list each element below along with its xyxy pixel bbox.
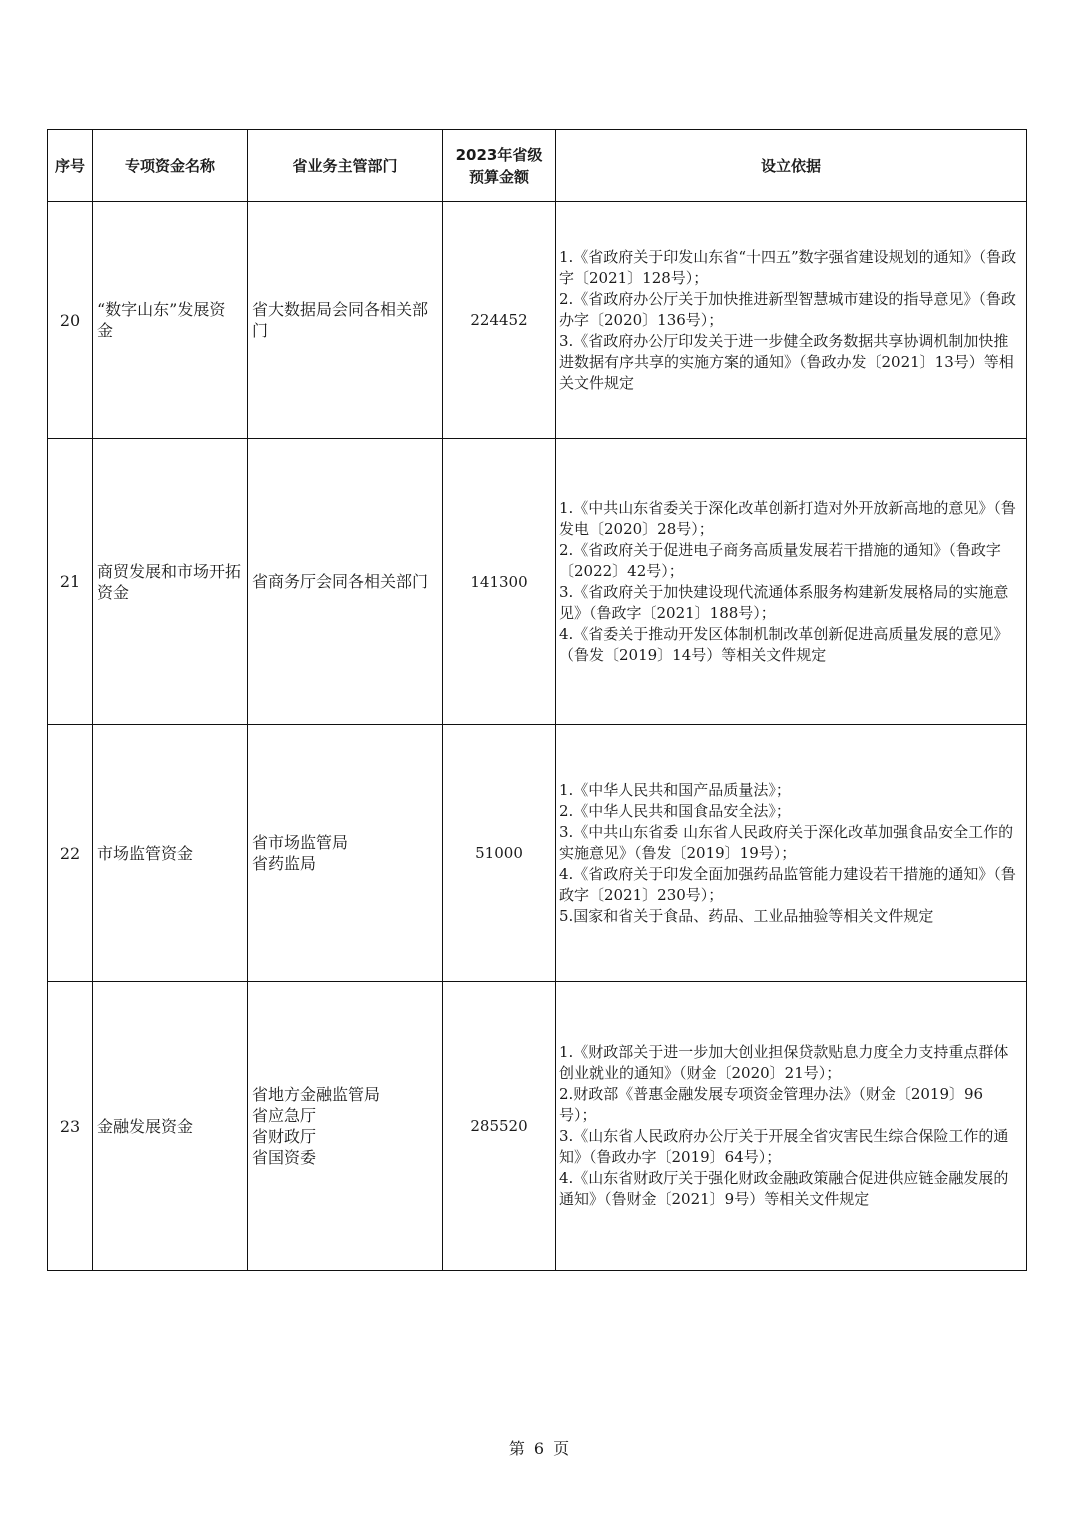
basis-item: 2.《省政府办公厅关于加快推进新型智慧城市建设的指导意见》（鲁政办字〔2020〕136号）； [559, 289, 1016, 329]
basis-item: 4.《省委关于推动开发区体制机制改革创新促进高质量发展的意见》（鲁发〔2019〕14号）等相关文件规定 [559, 624, 1009, 664]
basis-item: 2.财政部《普惠金融发展专项资金管理办法》（财金〔2019〕96 号）； [559, 1085, 984, 1124]
cell-basis [556, 725, 1027, 982]
basis-item: 1.《中共山东省委关于深化改革创新打造对外开放新高地的意见》（鲁发电〔2020〕28号）； [559, 498, 1016, 538]
header-amount-line2: 预算金额 [468, 167, 529, 186]
cell-fund-name: 商贸发展和市场开拓资金 [93, 439, 248, 725]
table-row [48, 439, 1027, 725]
header-basis: 设立依据 [556, 130, 1027, 202]
table-row [48, 202, 1027, 439]
page-number: 第 6 页 [508, 1439, 572, 1458]
cell-basis [556, 439, 1027, 725]
special-funds-table [47, 129, 1027, 1271]
department-line: 省地方金融监管局 [252, 1085, 381, 1104]
basis-item: 4.《山东省财政厅关于强化财政金融政策融合促进供应链金融发展的通知》（鲁财金〔2021〕9号）等相关文件规定 [559, 1169, 1009, 1208]
cell-budget-amount: 141300 [443, 439, 556, 725]
cell-fund-name: 金融发展资金 [93, 982, 248, 1271]
cell-basis [556, 202, 1027, 439]
cell-basis [556, 982, 1027, 1271]
header-fund-name: 专项资金名称 [93, 130, 248, 202]
cell-no: 22 [48, 725, 93, 982]
header-budget-amount [443, 130, 556, 202]
department-line: 省应急厅 [252, 1106, 317, 1125]
table-row [48, 725, 1027, 982]
cell-no: 21 [48, 439, 93, 725]
header-department: 省业务主管部门 [248, 130, 443, 202]
department-line: 省国资委 [252, 1148, 317, 1167]
basis-item: 3.《山东省人民政府办公厅关于开展全省灾害民生综合保险工作的通知》（鲁政办字〔2019〕64号）； [559, 1127, 1009, 1166]
department-line: 省市场监管局 [252, 833, 349, 852]
basis-item: 3.《中共山东省委 山东省人民政府关于深化改革加强食品安全工作的实施意见》（鲁发〔2019〕19号）； [559, 822, 1014, 862]
department-line: 省大数据局会同各相关部门 [252, 300, 429, 340]
table-row [48, 982, 1027, 1271]
table-header-row [48, 130, 1027, 202]
cell-department [248, 725, 443, 982]
basis-item: 1.《财政部关于进一步加大创业担保贷款贴息力度全力支持重点群体创业就业的通知》（财金〔2020〕21号）； [559, 1043, 1009, 1082]
basis-item: 5.国家和省关于食品、药品、工业品抽验等相关文件规定 [559, 906, 934, 925]
cell-department [248, 202, 443, 439]
department-line: 省商务厅会同各相关部门 [252, 572, 429, 591]
basis-item: 2.《中华人民共和国食品安全法》； [559, 801, 791, 820]
department-line: 省财政厅 [252, 1127, 317, 1146]
basis-item: 3.《省政府办公厅印发关于进一步健全政务数据共享协调机制加快推进数据有序共享的实施方案的通知》（鲁政办发〔2021〕13号）等相关文件规定 [559, 331, 1014, 392]
cell-no: 20 [48, 202, 93, 439]
header-amount-line1: 2023年省级 [455, 145, 543, 164]
basis-item: 4.《省政府关于印发全面加强药品监管能力建设若干措施的通知》（鲁政字〔2021〕230号）； [559, 864, 1016, 904]
basis-item: 1.《中华人民共和国产品质量法》； [559, 780, 791, 799]
cell-budget-amount: 285520 [443, 982, 556, 1271]
header-no: 序号 [48, 130, 93, 202]
basis-item: 3.《省政府关于加快建设现代流通体系服务构建新发展格局的实施意见》（鲁政字〔2021〕188号）； [559, 582, 1009, 622]
cell-department [248, 439, 443, 725]
basis-item: 1.《省政府关于印发山东省“十四五”数字强省建设规划的通知》（鲁政字〔2021〕128号）； [559, 247, 1017, 287]
cell-fund-name: “数字山东”发展资金 [93, 202, 248, 439]
cell-budget-amount: 51000 [443, 725, 556, 982]
cell-fund-name: 市场监管资金 [93, 725, 248, 982]
cell-department [248, 982, 443, 1271]
cell-budget-amount: 224452 [443, 202, 556, 439]
cell-no: 23 [48, 982, 93, 1271]
basis-item: 2.《省政府关于促进电子商务高质量发展若干措施的通知》（鲁政字〔2022〕42号）； [559, 540, 1001, 580]
department-line: 省药监局 [252, 854, 317, 873]
